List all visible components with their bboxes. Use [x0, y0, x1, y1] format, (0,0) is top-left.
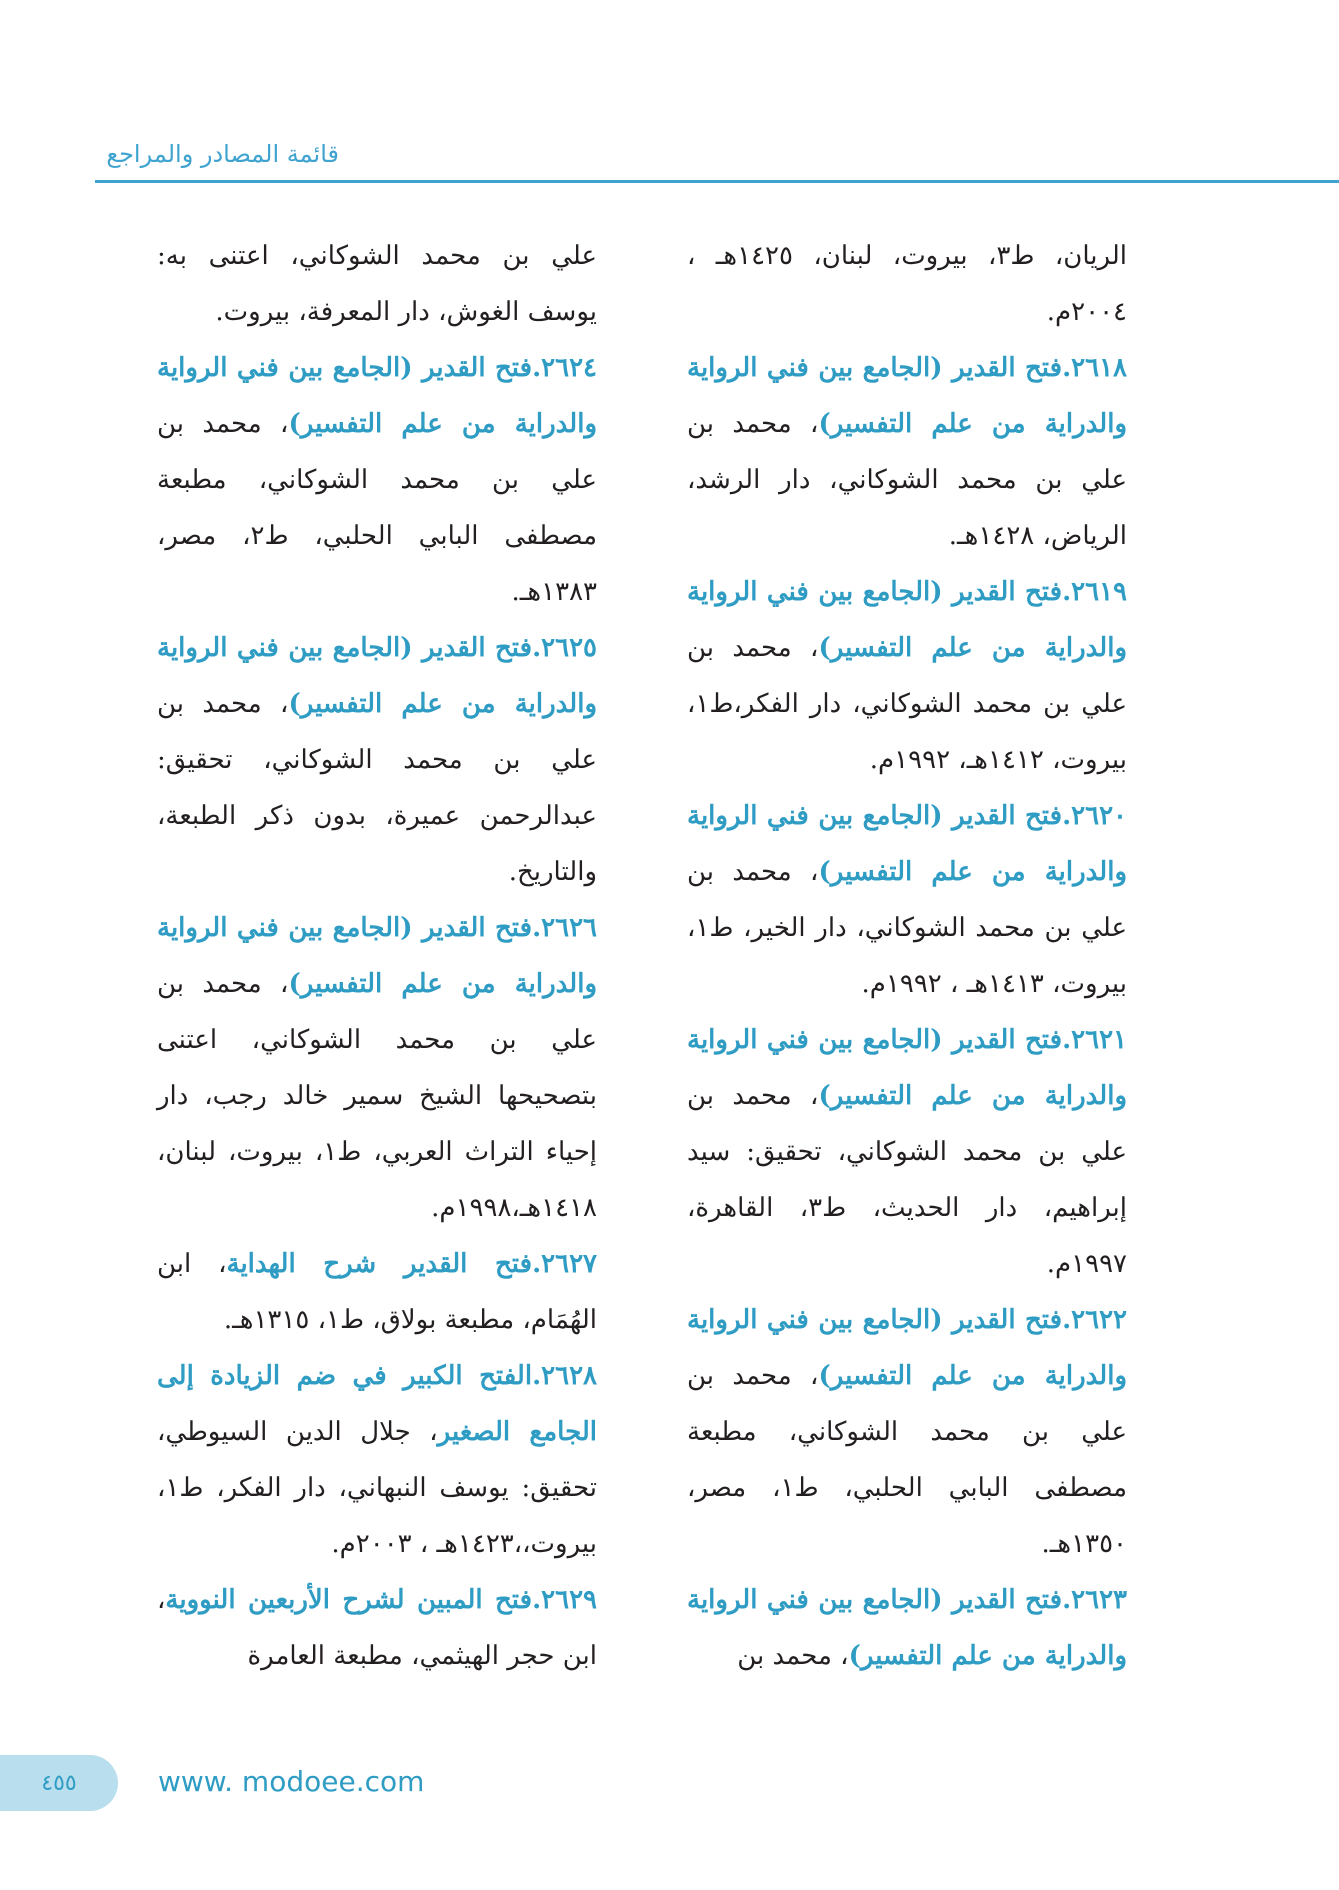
entry-number: ٢٦٢٧: [541, 1249, 597, 1279]
entry-details: ، ابن الهُمَام، مطبعة بولاق، ط١، ١٣١٥هـ.: [157, 1249, 597, 1335]
bibliography-entry: ٢٦٢٢.فتح القدير (الجامع بين فني الرواية والدراية من علم التفسير)، محمد بن علي بن محمد الشوكاني، مطبعة مصطفى البابي الحلبي، ط١، مصر، ١٣٥٠هـ.: [687, 1305, 1128, 1559]
continuation-text: الريان، ط٣، بيروت، لبنان، ١٤٢٥هـ ، ٢٠٠٤م.: [687, 241, 1128, 327]
entry-number: ٢٦١٩: [1071, 577, 1127, 607]
entry-details: ، محمد بن علي بن محمد الشوكاني، مطبعة مصطفى البابي الحلبي، ط٢، مصر، ١٣٨٣هـ.: [157, 409, 597, 607]
entry-details: ، محمد بن علي بن محمد الشوكاني، اعتنى بتصحيحها الشيخ سمير خالد رجب، دار إحياء التراث العربي، ط١، بيروت، لبنان، ١٤١٨هـ،١٩٩٨م.: [157, 969, 598, 1223]
entry-number: ٢٦٢٣: [1071, 1585, 1127, 1615]
entry-number: ٢٦٢١: [1071, 1025, 1127, 1055]
bibliography-entry: ٢٦١٨.فتح القدير (الجامع بين فني الرواية والدراية من علم التفسير)، محمد بن علي بن محمد الشوكاني، دار الرشد، الرياض، ١٤٢٨هـ.: [687, 353, 1128, 551]
entry-title: فتح القدير (الجامع بين فني الرواية والدراية من علم التفسير): [687, 801, 1128, 887]
header-rule: [95, 180, 1339, 183]
entry-details: ، محمد بن علي بن محمد الشوكاني، تحقيق: عبدالرحمن عميرة، بدون ذكر الطبعة، والتاريخ.: [157, 689, 597, 887]
entry-details: ، ابن حجر الهيثمي، مطبعة العامرة: [157, 1585, 597, 1671]
entry-number: ٢٦٢٠: [1071, 801, 1127, 831]
entry-title: فتح القدير (الجامع بين فني الرواية والدراية من علم التفسير): [687, 1585, 1127, 1671]
running-header-title: قائمة المصادر والمراجع: [106, 140, 339, 168]
entry-number: ٢٦٢٨: [541, 1361, 597, 1391]
entry-details: ، محمد بن علي بن محمد الشوكاني، تحقيق: سيد إبراهيم، دار الحديث، ط٣، القاهرة، ١٩٩٧م.: [687, 1081, 1127, 1279]
entry-details: ، محمد بن علي بن محمد الشوكاني، دار الفكر،ط١، بيروت، ١٤١٢هـ، ١٩٩٢م.: [687, 633, 1127, 775]
entry-title: فتح المبين لشرح الأربعين النووية: [165, 1585, 533, 1615]
bibliography-entry: ٢٦٢٩.فتح المبين لشرح الأربعين النووية، ابن حجر الهيثمي، مطبعة العامرة: [157, 1585, 597, 1671]
entry-title: فتح القدير (الجامع بين فني الرواية والدراية من علم التفسير): [157, 353, 598, 439]
bibliography-entry: ٢٦٢٠.فتح القدير (الجامع بين فني الرواية والدراية من علم التفسير)، محمد بن علي بن محمد الشوكاني، دار الخير، ط١، بيروت، ١٤١٣هـ ، ١٩٩٢م.: [687, 801, 1128, 999]
page-number: ٤٥٥: [41, 1770, 77, 1796]
entry-details: ، محمد بن علي بن محمد الشوكاني، دار الخير، ط١، بيروت، ١٤١٣هـ ، ١٩٩٢م.: [687, 857, 1127, 999]
bibliography-entry: ٢٦٢١.فتح القدير (الجامع بين فني الرواية والدراية من علم التفسير)، محمد بن علي بن محمد الشوكاني، تحقيق: سيد إبراهيم، دار الحديث، ط٣، القاهرة، ١٩٩٧م.: [687, 1025, 1128, 1279]
entry-title: فتح القدير (الجامع بين فني الرواية والدراية من علم التفسير): [687, 353, 1128, 439]
bibliography-entry: ٢٦٢٤.فتح القدير (الجامع بين فني الرواية والدراية من علم التفسير)، محمد بن علي بن محمد الشوكاني، مطبعة مصطفى البابي الحلبي، ط٢، مصر، ١٣٨٣هـ.: [157, 353, 598, 607]
entry-number: ٢٦٢٩: [541, 1585, 597, 1615]
bibliography-entry: ٢٦٢٨.الفتح الكبير في ضم الزيادة إلى الجامع الصغير، جلال الدين السيوطي، تحقيق: يوسف النبهاني، دار الفكر، ط١، بيروت،،١٤٢٣هـ ، ٢٠٠٣م.: [157, 1361, 598, 1559]
column-right: [687, 228, 1127, 1684]
entry-details: ، محمد بن: [737, 1641, 849, 1671]
entry-title: فتح القدير (الجامع بين فني الرواية والدراية من علم التفسير): [157, 913, 598, 999]
entry-title: فتح القدير (الجامع بين فني الرواية والدراية من علم التفسير): [687, 1305, 1128, 1391]
entry-details: ، جلال الدين السيوطي، تحقيق: يوسف النبهاني، دار الفكر، ط١، بيروت،،١٤٢٣هـ ، ٢٠٠٣م.: [157, 1417, 597, 1559]
column-left: [157, 228, 597, 1684]
continuation-text: علي بن محمد الشوكاني، اعتنى به: يوسف الغوش، دار المعرفة، بيروت.: [157, 241, 597, 327]
entry-details: ، محمد بن علي بن محمد الشوكاني، دار الرشد، الرياض، ١٤٢٨هـ.: [687, 409, 1127, 551]
entry-title: فتح القدير (الجامع بين فني الرواية والدراية من علم التفسير): [687, 1025, 1128, 1111]
entry-details: ، محمد بن علي بن محمد الشوكاني، مطبعة مصطفى البابي الحلبي، ط١، مصر، ١٣٥٠هـ.: [687, 1361, 1127, 1559]
entry-title: فتح القدير (الجامع بين فني الرواية والدراية من علم التفسير): [687, 577, 1128, 663]
entry-number: ٢٦٢٦: [541, 913, 597, 943]
bibliography-entry: ٢٦٢٧.فتح القدير شرح الهداية، ابن الهُمَام، مطبعة بولاق، ط١، ١٣١٥هـ.: [157, 1249, 597, 1335]
bibliography-entry: ٢٦٢٥.فتح القدير (الجامع بين فني الرواية والدراية من علم التفسير)، محمد بن علي بن محمد الشوكاني، تحقيق: عبدالرحمن عميرة، بدون ذكر الطبعة، والتاريخ.: [157, 633, 598, 887]
entry-title: الفتح الكبير في ضم الزيادة إلى الجامع الصغير: [157, 1361, 598, 1447]
entry-number: ٢٦٢٥: [541, 633, 597, 663]
entry-title: فتح القدير (الجامع بين فني الرواية والدراية من علم التفسير): [157, 633, 598, 719]
bibliography-entry: ٢٦٢٦.فتح القدير (الجامع بين فني الرواية والدراية من علم التفسير)، محمد بن علي بن محمد الشوكاني، اعتنى بتصحيحها الشيخ سمير خالد رجب، دار إحياء التراث العربي، ط١، بيروت، لبنان، ١٤١٨هـ،١٩٩٨م.: [157, 913, 598, 1223]
bibliography-entry: ٢٦٢٣.فتح القدير (الجامع بين فني الرواية والدراية من علم التفسير)، محمد بن: [687, 1585, 1127, 1671]
website-link[interactable]: www. modoee.com: [158, 1765, 425, 1798]
page-number-badge: [0, 1755, 118, 1811]
entry-number: ٢٦١٨: [1071, 353, 1127, 383]
bibliography-entry: ٢٦١٩.فتح القدير (الجامع بين فني الرواية والدراية من علم التفسير)، محمد بن علي بن محمد الشوكاني، دار الفكر،ط١، بيروت، ١٤١٢هـ، ١٩٩٢م.: [687, 577, 1128, 775]
entry-number: ٢٦٢٢: [1071, 1305, 1127, 1335]
entry-number: ٢٦٢٤: [541, 353, 597, 383]
entry-title: فتح القدير شرح الهداية: [226, 1249, 533, 1279]
